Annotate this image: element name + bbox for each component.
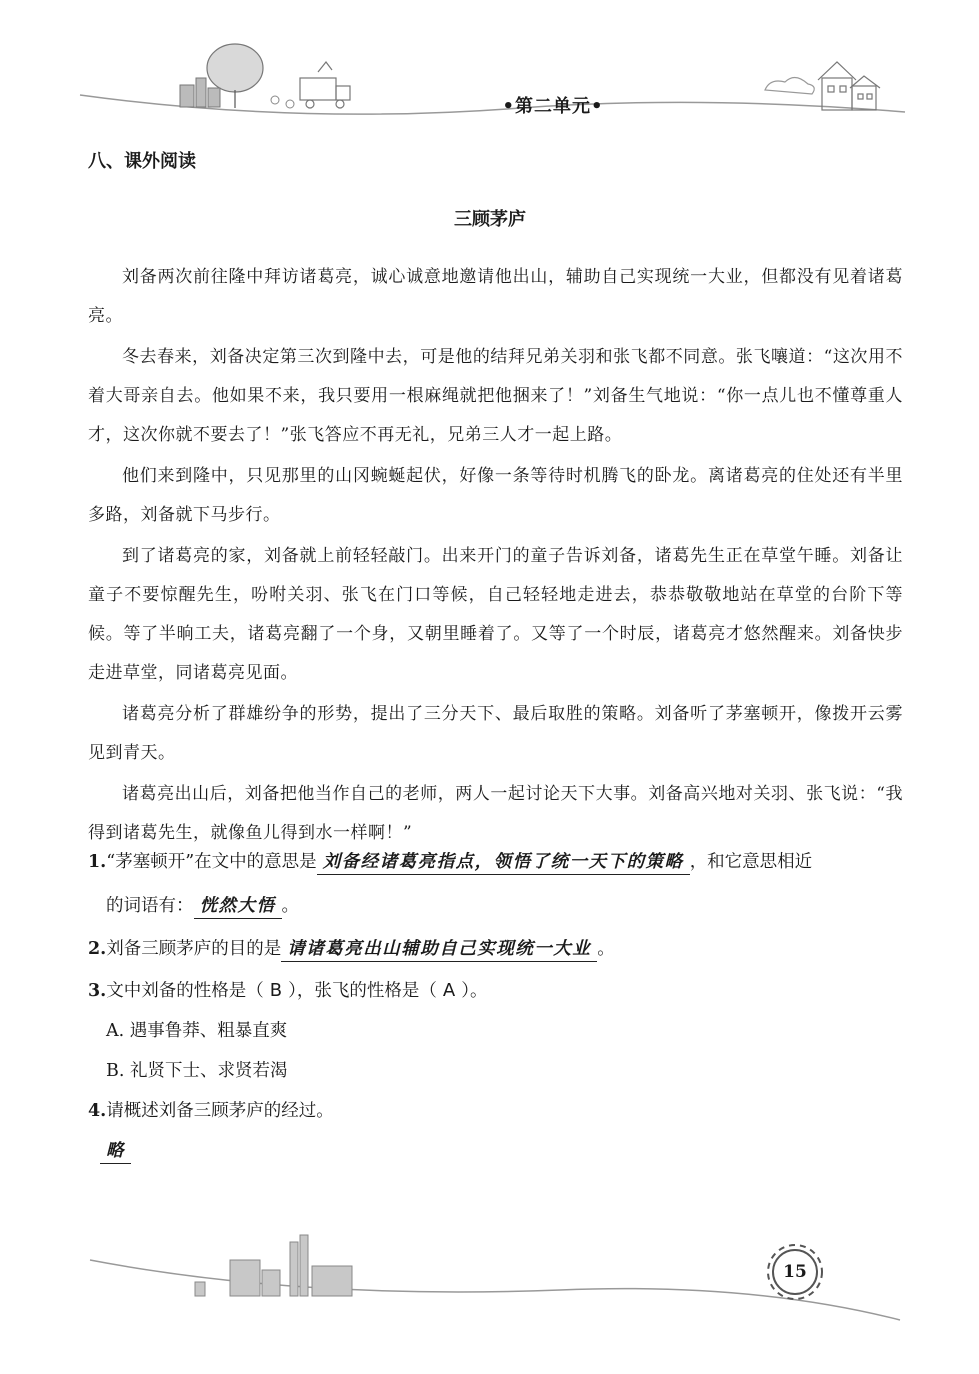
question-text: ）。 <box>461 981 488 1001</box>
story-body <box>88 258 903 855</box>
question-1 <box>88 848 812 875</box>
question-text: 刘备三顾茅庐的目的是 <box>106 939 282 959</box>
story-paragraph: 诸葛亮分析了群雄纷争的形势，提出了三分天下、最后取胜的策略。刘备听了茅塞顿开，像拨开云雾见到青天。 <box>88 704 903 763</box>
question-text: 请概述刘备三顾茅庐的经过。 <box>106 1101 334 1121</box>
option-b: B. 礼贤下士、求贤若渴 <box>106 1061 288 1081</box>
question-4 <box>88 1097 334 1122</box>
question-1-line2 <box>106 892 299 919</box>
house-icon <box>818 62 880 110</box>
footer-decoration <box>0 1220 979 1330</box>
unit-title: •第二单元• <box>502 96 604 117</box>
header-decoration <box>0 0 979 150</box>
question-number: 4. <box>88 1101 107 1121</box>
answer-q1-meaning: 刘备经诸葛亮指点，领悟了统一天下的策略 <box>317 848 690 875</box>
answer-q2: 请诸葛亮出山辅助自己实现统一大业 <box>281 935 597 962</box>
question-text: ），张飞的性格是（ <box>288 981 437 1001</box>
page-number: 15 <box>783 1262 807 1282</box>
answer-q1-synonym: 恍然大悟 <box>194 892 282 919</box>
city-skyline-icon <box>195 1235 352 1296</box>
answer-q3-liubei: B <box>269 980 283 1001</box>
question-number: 3. <box>88 981 107 1001</box>
question-text: 文中刘备的性格是（ <box>106 981 264 1001</box>
question-2 <box>88 935 615 962</box>
question-number: 1. <box>88 852 107 872</box>
question-text: 。 <box>281 896 299 916</box>
question-text: “茅塞顿开”在文中的意思是 <box>106 852 317 872</box>
truck-icon <box>300 62 350 108</box>
story-title: 三顾茅庐 <box>454 209 526 230</box>
question-3 <box>88 977 487 1002</box>
section-title: 八、课外阅读 <box>88 151 196 172</box>
cloud-icon <box>765 77 814 94</box>
question-text: 。 <box>597 939 615 959</box>
story-paragraph: 诸葛亮出山后，刘备把他当作自己的老师，两人一起讨论天下大事。刘备高兴地对关羽、张飞说：“我得到诸葛先生，就像鱼儿得到水一样啊！” <box>88 784 903 843</box>
story-paragraph: 他们来到隆中，只见那里的山冈蜿蜒起伏，好像一条等待时机腾飞的卧龙。离诸葛亮的住处还有半里多路，刘备就下马步行。 <box>88 466 903 525</box>
story-paragraph: 刘备两次前往隆中拜访诸葛亮，诚心诚意地邀请他出山，辅助自己实现统一大业，但都没有见着诸葛亮。 <box>88 267 903 326</box>
answer-q4-line <box>100 1137 131 1164</box>
story-paragraph: 冬去春来，刘备决定第三次到隆中去，可是他的结拜兄弟关羽和张飞都不同意。张飞嚷道：“这次用不着大哥亲自去。他如果不来，我只要用一根麻绳就把他捆来了！”刘备生气地说：“你一点儿也不懂尊重人才，这次你就不要去了！”张飞答应不再无礼，兄弟三人才一起上路。 <box>88 347 903 445</box>
question-text: ，和它意思相近 <box>689 852 813 872</box>
option-a: A. 遇事鲁莽、粗暴直爽 <box>106 1021 288 1041</box>
question-text: 的词语有： <box>106 896 194 916</box>
answer-q4: 略 <box>100 1137 131 1164</box>
flower-icon <box>271 96 294 108</box>
question-number: 2. <box>88 939 107 959</box>
answer-q3-zhangfei: A <box>442 980 456 1001</box>
story-paragraph: 到了诸葛亮的家，刘备就上前轻轻敲门。出来开门的童子告诉刘备，诸葛先生正在草堂午睡。刘备让童子不要惊醒先生，吩咐关羽、张飞在门口等候，自己轻轻地走进去，恭恭敬敬地站在草堂的台阶下等候。等了半晌工夫，诸葛亮翻了一个身，又朝里睡着了。又等了一个时辰，诸葛亮才悠然醒来。刘备快步走进草堂，同诸葛亮见面。 <box>88 546 903 683</box>
